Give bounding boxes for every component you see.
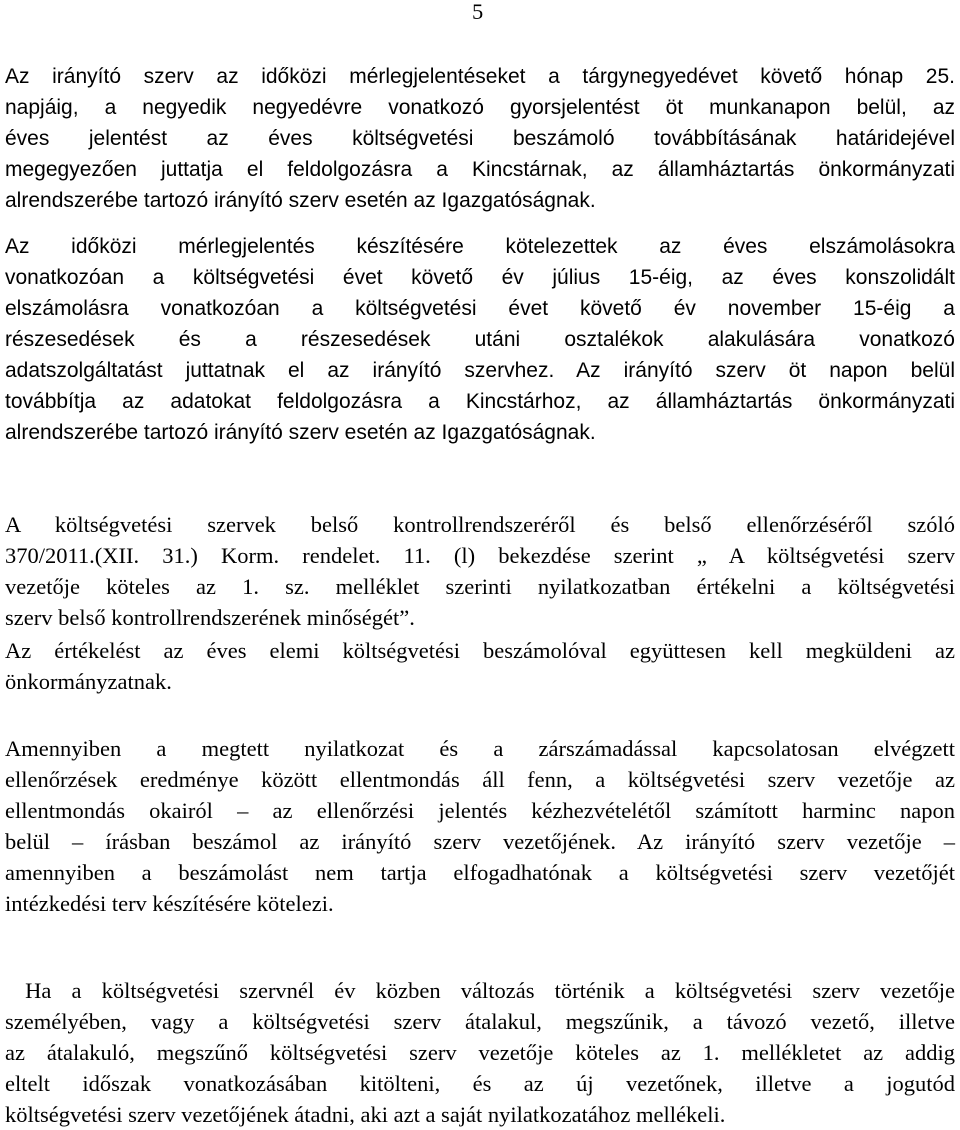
text-line: személyében, vagy a költségvetési szerv átalakul, megszűnik, a távozó vezető, illetve (5, 1009, 955, 1034)
text-line: az átalakuló, megszűnő költségvetési szerv vezetője köteles az 1. mellékletet az addig (5, 1040, 955, 1065)
text-line: vezetője köteles az 1. sz. melléklet szerinti nyilatkozatban értékelni a költségvetési (5, 574, 955, 599)
text-line: önkormányzatnak. (5, 669, 172, 694)
text-line: éves jelentést az éves költségvetési beszámoló továbbításának határidejével (5, 127, 955, 150)
text-line: részesedések és a részesedések utáni osztalékok alakulására vonatkozó (5, 328, 955, 351)
text-line: adatszolgáltatást juttatnak el az irányító szervhez. Az irányító szerv öt napon belül (5, 359, 955, 382)
text-line: megegyezően juttatja el feldolgozásra a Kincstárnak, az államháztartás önkormányzati (5, 158, 955, 181)
text-line: Amennyiben a megtett nyilatkozat és a zárszámadással kapcsolatosan elvégzett (5, 736, 955, 761)
text-line: elszámolásra vonatkozóan a költségvetési évet követő év november 15-éig a (5, 297, 955, 320)
text-line: vonatkozóan a költségvetési évet követő év július 15-éig, az éves konszolidált (5, 266, 955, 289)
text-line: eltelt időszak vonatkozásában kitölteni, és az új vezetőnek, illetve a jogutód (5, 1071, 955, 1096)
text-line: Az értékelést az éves elemi költségvetési beszámolóval együttesen kell megküldeni az (5, 638, 955, 663)
text-line: 370/2011.(XII. 31.) Korm. rendelet. 11. (l) bekezdése szerint „ A költségvetési szerv (5, 543, 955, 568)
text-line: intézkedési terv készítésére kötelezi. (5, 891, 334, 916)
text-line: A költségvetési szervek belső kontrollrendszeréről és belső ellenőrzéséről szóló (5, 512, 955, 537)
paragraph-contradiction-procedure (5, 733, 955, 919)
text-line: napjáig, a negyedik negyedévre vonatkozó gyorsjelentést öt munkanapon belül, az (5, 96, 955, 119)
text-line: szerv belső kontrollrendszerének minőségét”. (5, 605, 415, 630)
paragraph-evaluation-submission (5, 635, 955, 697)
text-line: Az időközi mérlegjelentés készítésére kötelezettek az éves elszámolásokra (5, 235, 955, 258)
text-line: alrendszerébe tartozó irányító szerv esetén az Igazgatóságnak. (5, 421, 596, 444)
paragraph-internal-control-regulation (5, 509, 955, 633)
paragraph-leader-change (5, 975, 955, 1130)
text-line: belül – írásban beszámol az irányító szerv vezetőjének. Az irányító szerv vezetője – (5, 829, 955, 854)
text-line: Az irányító szerv az időközi mérlegjelentéseket a tárgynegyedévet követő hónap 25. (5, 65, 955, 88)
text-line: költségvetési szerv vezetőjének átadni, aki azt a saját nyilatkozatához mellékeli. (5, 1102, 726, 1127)
text-line: továbbítja az adatokat feldolgozásra a Kincstárhoz, az államháztartás önkormányzati (5, 390, 955, 413)
text-line: ellentmondás okairól – az ellenőrzési jelentés kézhezvételétől számított harminc napon (5, 798, 955, 823)
text-line: amennyiben a beszámolást nem tartja elfogadhatónak a költségvetési szerv vezetőjét (5, 860, 955, 885)
text-line: alrendszerébe tartozó irányító szerv esetén az Igazgatóságnak. (5, 189, 596, 212)
paragraph-interim-balance-obligations (5, 231, 955, 448)
text-line: ellenőrzések eredménye között ellentmondás áll fenn, a költségvetési szerv vezetője az (5, 767, 955, 792)
paragraph-interim-reports-submission (5, 61, 955, 216)
text-line: Ha a költségvetési szervnél év közben változás történik a költségvetési szerv vezetője (5, 978, 955, 1003)
page-number: 5 (472, 0, 484, 24)
